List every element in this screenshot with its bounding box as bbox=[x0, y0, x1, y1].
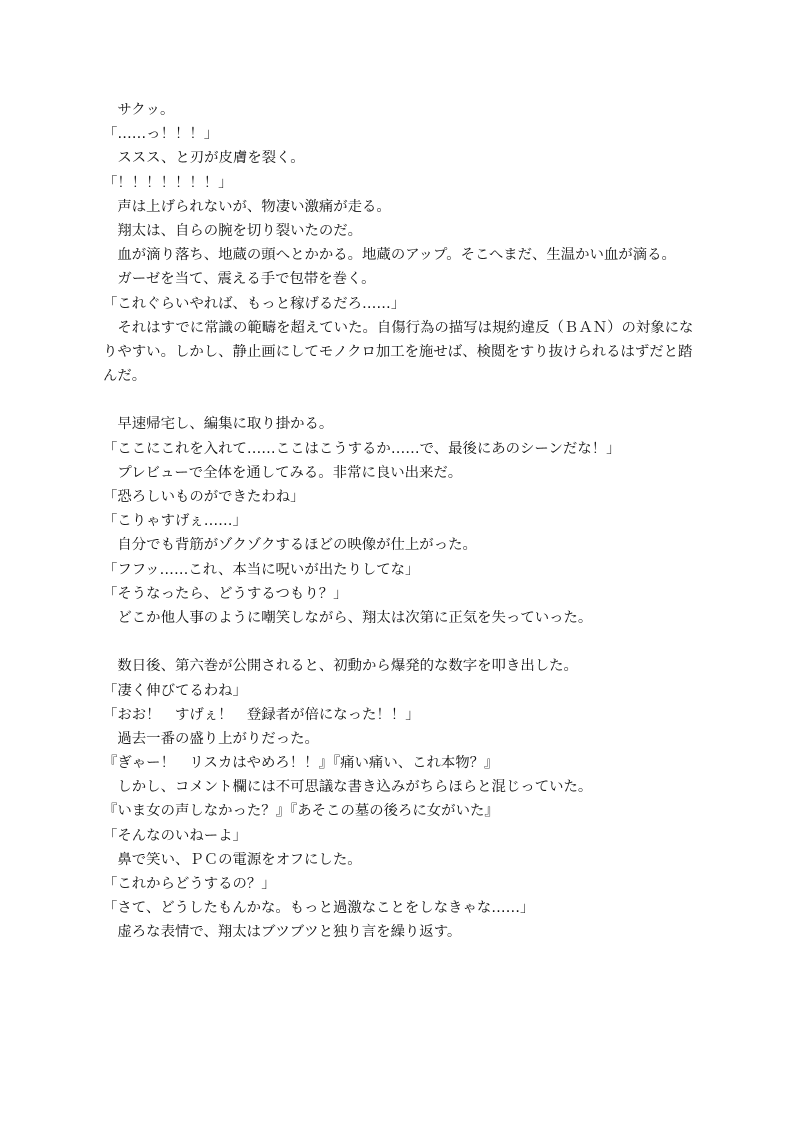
text-line: 虚ろな表情で、翔太はブツブツと独り言を繰り返す。 bbox=[103, 924, 462, 941]
text-line: 自分でも背筋がゾクゾクするほどの映像が仕上がった。 bbox=[103, 537, 477, 554]
text-line: 翔太は、自らの腕を切り裂いたのだ。 bbox=[103, 222, 363, 239]
text-line: 『いま女の声しなかった？』『あそこの墓の後ろに女がいた』 bbox=[103, 803, 499, 820]
text-line: それはすでに常識の範疇を超えていた。自傷行為の描写は規約違反（ＢＡＮ）の対象にな bbox=[103, 319, 694, 336]
text-line: 「……っ！！！」 bbox=[103, 126, 219, 143]
text-line: んだ。 bbox=[103, 368, 147, 385]
text-line: ガーゼを当て、震える手で包帯を巻く。 bbox=[103, 271, 376, 288]
text-line: 「ここにこれを入れて……ここはこうするか……で、最後にあのシーンだな！」 bbox=[103, 440, 621, 457]
text-line: 血が滴り落ち、地蔵の頭へとかかる。地蔵のアップ。そこへまだ、生温かい血が滴る。 bbox=[103, 247, 676, 264]
text-line: 『ぎゃー！ リスカはやめろ！！』『痛い痛い、これ本物？』 bbox=[103, 755, 499, 772]
text-line: 「そうなったら、どうするつもり？」 bbox=[103, 585, 348, 602]
text-line: 過去一番の盛り上がりだった。 bbox=[103, 730, 319, 747]
text-line: しかし、コメント欄には不可思議な書き込みがちらほらと混じっていた。 bbox=[103, 779, 593, 796]
text-line: どこか他人事のように嘲笑しながら、翔太は次第に正気を失っていった。 bbox=[103, 609, 593, 626]
document-page bbox=[103, 98, 713, 945]
text-line: 「おお！ すげぇ！ 登録者が倍になった！！」 bbox=[103, 706, 420, 723]
text-line: りやすい。しかし、静止画にしてモノクロ加工を施せば、検閲をすり抜けられるはずだと踏 bbox=[103, 343, 693, 360]
text-line: 声は上げられないが、物凄い激痛が走る。 bbox=[103, 198, 391, 215]
text-line: 「こりゃすげぇ……」 bbox=[103, 513, 247, 530]
text-line: 「恐ろしいものができたわね」 bbox=[103, 489, 305, 505]
text-line: プレビューで全体を通してみる。非常に良い出来だ。 bbox=[103, 464, 463, 481]
text-line: 「！！！！！！！」 bbox=[103, 174, 233, 191]
text-line: 「フフッ……これ、本当に呪いが出たりしてな」 bbox=[103, 561, 420, 578]
blank-line bbox=[103, 630, 713, 654]
text-line: ススス、と刃が皮膚を裂く。 bbox=[103, 150, 305, 167]
text-line: 「これぐらいやれば、もっと稼げるだろ……」 bbox=[103, 295, 406, 312]
text-line: 早速帰宅し、編集に取り掛かる。 bbox=[103, 416, 334, 433]
text-line: 「そんなのいねーよ」 bbox=[103, 827, 247, 844]
text-section bbox=[103, 412, 713, 630]
text-line: 「さて、どうしたもんかな。もっと過激なことをしなきゃな……」 bbox=[103, 900, 535, 917]
text-line: 「これからどうするの？」 bbox=[103, 876, 276, 892]
blank-line bbox=[103, 388, 713, 412]
text-line: 「凄く伸びてるわね」 bbox=[103, 682, 247, 699]
text-line: サクッ。 bbox=[103, 102, 175, 118]
text-line: 鼻で笑い、ＰＣの電源をオフにした。 bbox=[103, 851, 362, 868]
text-section bbox=[103, 654, 713, 944]
text-section bbox=[103, 98, 713, 388]
text-line: 数日後、第六巻が公開されると、初動から爆発的な数字を叩き出した。 bbox=[103, 658, 578, 675]
